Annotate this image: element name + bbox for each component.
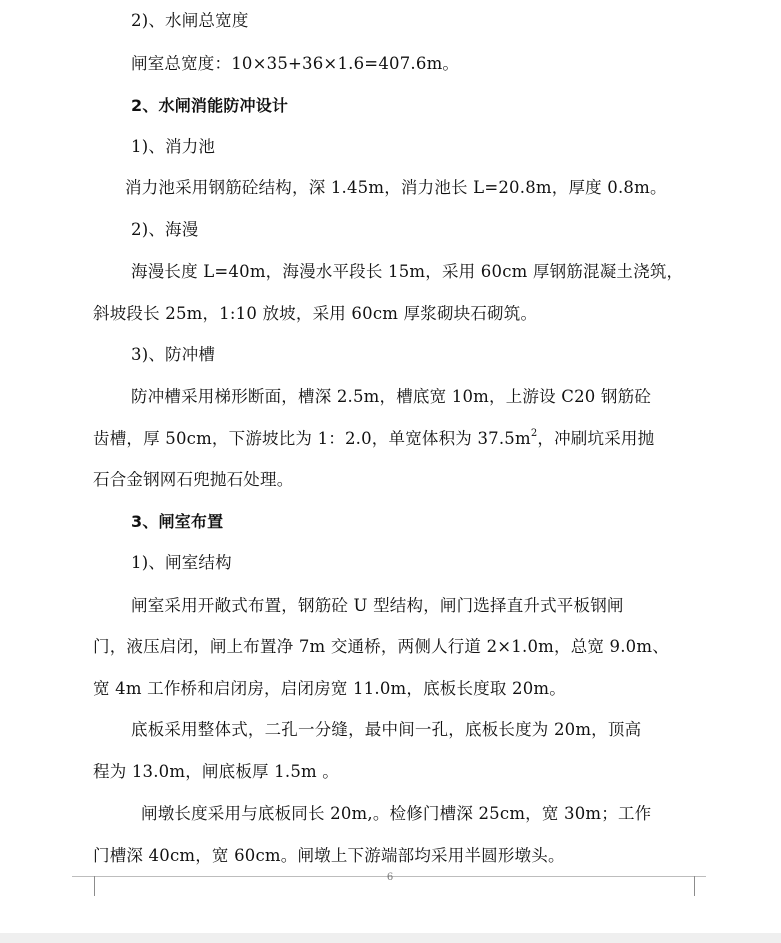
paragraph-line: 闸室采用开敞式布置，钢筋砼 U 型结构，闸门选择直升式平板钢闸 bbox=[131, 596, 624, 615]
subheading-apron: 2)、海漫 bbox=[131, 220, 199, 239]
paragraph-line: 消力池采用钢筋砼结构，深 1.45m，消力池长 L=20.8m，厚度 0.8m。 bbox=[125, 178, 667, 197]
paragraph-line: 防冲槽采用梯形断面，槽深 2.5m，槽底宽 10m，上游设 C20 钢筋砼 bbox=[131, 387, 652, 406]
paragraph-line: 底板采用整体式，二孔一分缝，最中间一孔，底板长度为 20m，顶高 bbox=[131, 720, 642, 739]
subheading-total-width: 2)、水闸总宽度 bbox=[131, 11, 249, 30]
subheading-scour-trench: 3)、防冲槽 bbox=[131, 345, 216, 364]
paragraph-line bbox=[93, 429, 654, 449]
paragraph-line: 闸墩长度采用与底板同长 20m,。检修门槽深 25cm，宽 30m；工作 bbox=[141, 804, 652, 823]
page-number: 6 bbox=[386, 872, 394, 883]
paragraph-line: 门槽深 40cm，宽 60cm。闸墩上下游端部均采用半圆形墩头。 bbox=[93, 846, 565, 865]
page-footer bbox=[0, 868, 781, 908]
paragraph-line: 海漫长度 L=40m，海漫水平段长 15m，采用 60cm 厚钢筋混凝土浇筑， bbox=[131, 262, 684, 281]
text-segment: 齿槽，厚 50cm，下游坡比为 1：2.0，单宽体积为 37.5m bbox=[93, 429, 531, 448]
paragraph-line: 石合金钢网石兜抛石处理。 bbox=[93, 470, 294, 489]
paragraph-line: 闸室总宽度：10×35+36×1.6=407.6m。 bbox=[131, 54, 460, 73]
section-heading-energy-dissipation: 2、水闸消能防冲设计 bbox=[131, 96, 289, 115]
margin-corner-mark-right bbox=[684, 876, 695, 896]
text-segment: ，冲刷坑采用抛 bbox=[537, 429, 655, 448]
paragraph-line: 程为 13.0m，闸底板厚 1.5m 。 bbox=[93, 762, 340, 781]
section-heading-sluice-chamber: 3、闸室布置 bbox=[131, 512, 224, 531]
page-gap bbox=[0, 933, 781, 943]
subheading-stilling-basin: 1)、消力池 bbox=[131, 137, 216, 156]
superscript: 2 bbox=[530, 427, 538, 439]
paragraph-line: 斜坡段长 25m，1:10 放坡，采用 60cm 厚浆砌块石砌筑。 bbox=[93, 304, 538, 323]
paragraph-line: 宽 4m 工作桥和启闭房，启闭房宽 11.0m，底板长度取 20m。 bbox=[93, 679, 566, 698]
paragraph-line: 门，液压启闭，闸上布置净 7m 交通桥，两侧人行道 2×1.0m，总宽 9.0m、 bbox=[93, 637, 669, 656]
subheading-chamber-structure: 1)、闸室结构 bbox=[131, 553, 232, 572]
margin-corner-mark-left bbox=[94, 876, 105, 896]
